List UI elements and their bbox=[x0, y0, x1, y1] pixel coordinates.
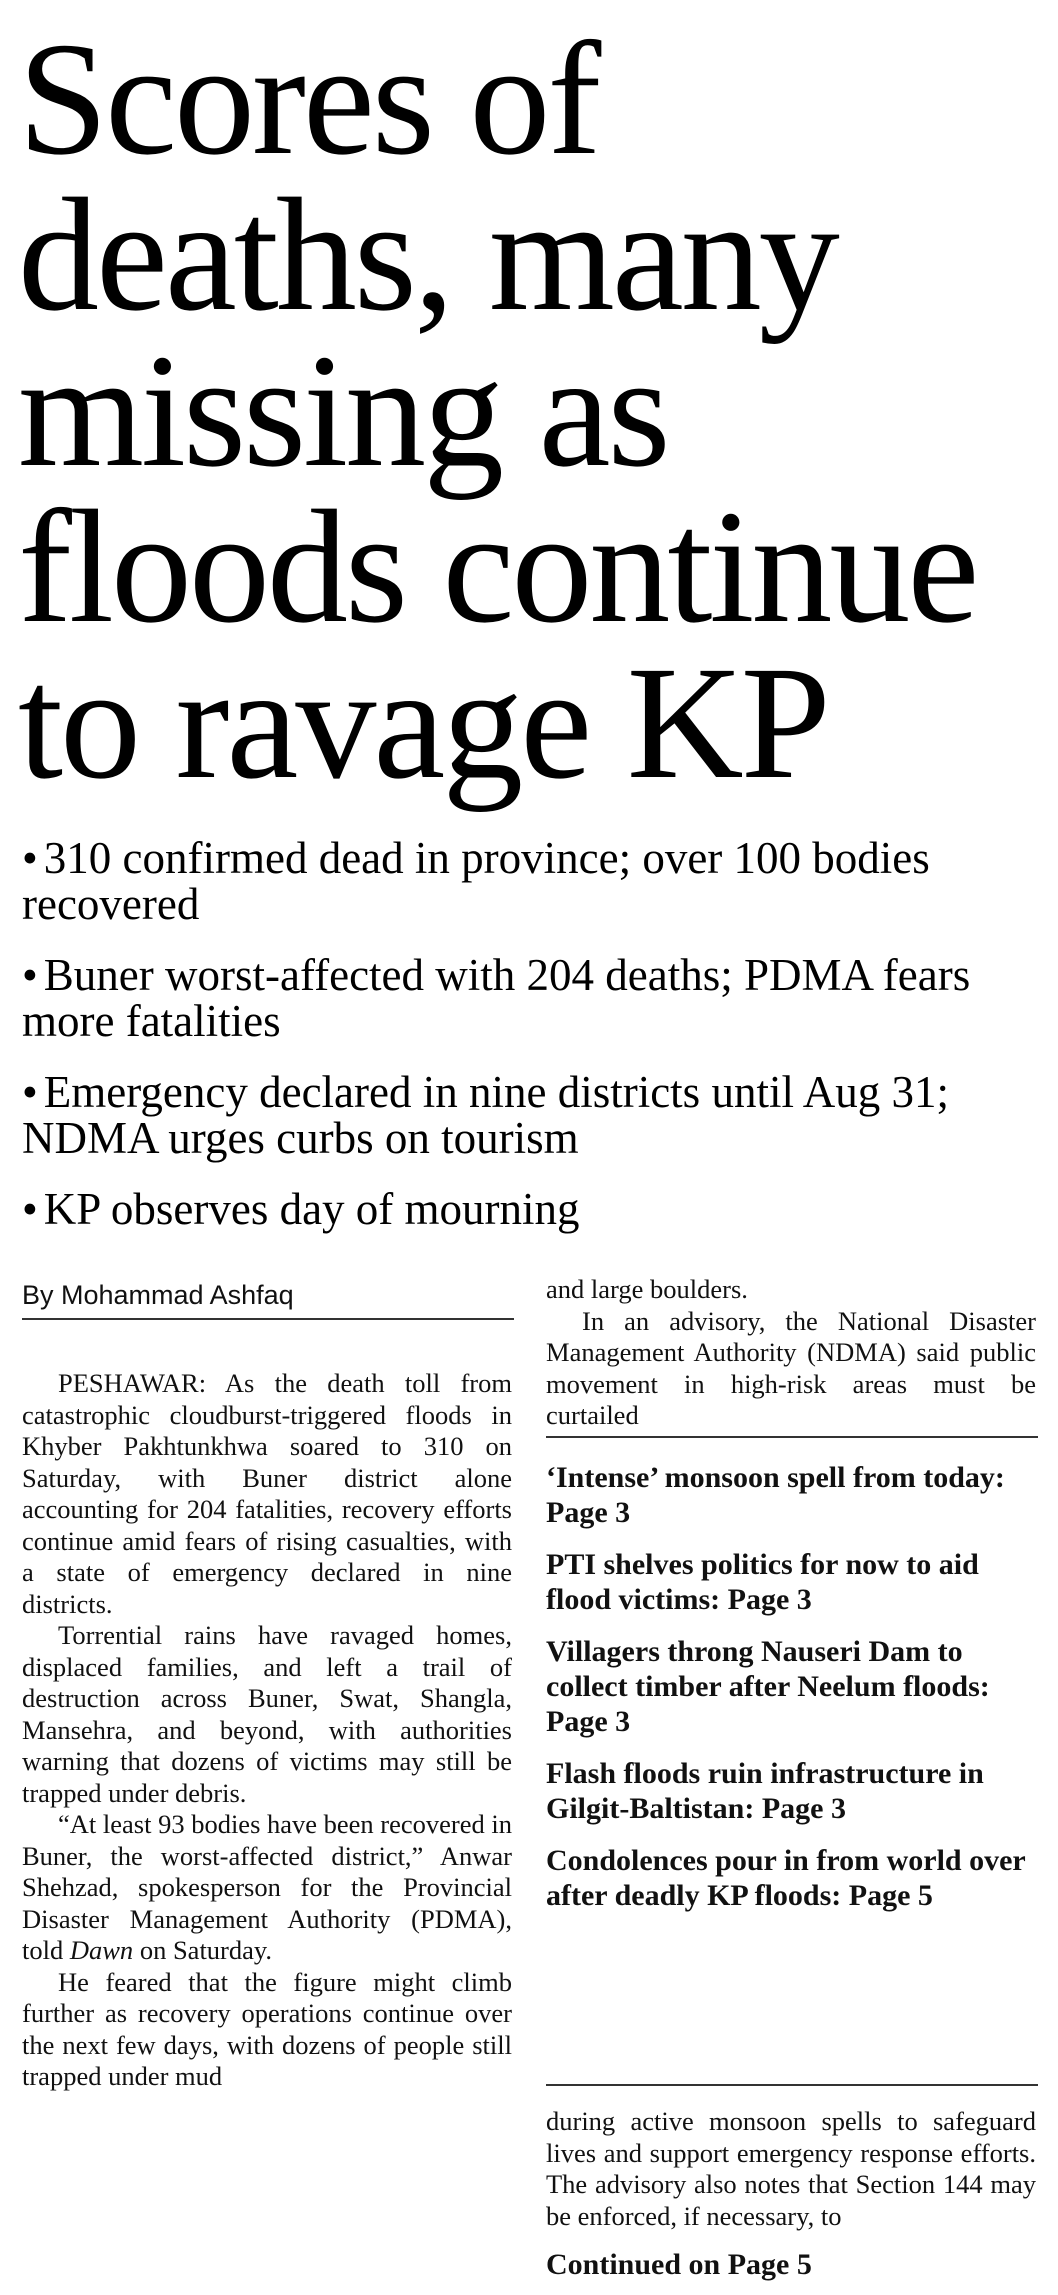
related-box-bottom-divider bbox=[546, 2084, 1038, 2086]
article-column-2-top bbox=[546, 1274, 1036, 1432]
article-paragraph: He feared that the figure might climb further as recovery operations continue over the next few days, with dozens of people still trapped under mud bbox=[22, 1966, 512, 2091]
bullet-text: Buner worst-affected with 204 deaths; PDMA fears more fatalities bbox=[22, 950, 971, 1046]
bullet-symbol: • bbox=[22, 1184, 38, 1234]
related-story-link[interactable]: PTI shelves politics for now to aid flood victims: Page 3 bbox=[546, 1548, 979, 1616]
bullet-item bbox=[22, 1069, 1042, 1161]
summary-bullets bbox=[22, 835, 1042, 1257]
headline-line: deaths, many bbox=[18, 166, 837, 345]
publication-name: Dawn bbox=[69, 1935, 134, 1965]
bullet-symbol: • bbox=[22, 833, 38, 883]
bullet-symbol: • bbox=[22, 950, 38, 1000]
byline-divider bbox=[22, 1318, 514, 1320]
quote-text-end: on Saturday. bbox=[133, 1935, 273, 1965]
continued-link[interactable]: Continued on Page 5 bbox=[546, 2248, 812, 2281]
article-paragraph: during active monsoon spells to safeguard lives and support emergency response efforts. The advisory also notes that Section 144 may be enforced, if necessary, to bbox=[546, 2106, 1036, 2231]
headline bbox=[18, 10, 1048, 813]
bullet-symbol: • bbox=[22, 1067, 38, 1117]
article-column-2-bottom bbox=[546, 2106, 1036, 2232]
related-story-link[interactable]: Flash floods ruin infrastructure in Gilgit-Baltistan: Page 3 bbox=[546, 1757, 984, 1825]
bullet-item bbox=[22, 952, 1042, 1044]
article-paragraph: PESHAWAR: As the death toll from catastrophic cloudburst-triggered floods in Khyber Pakhtunkhwa soared to 310 on Saturday, with Buner district alone accounting for 204 fatalities, recovery efforts continue amid fears of rising casualties, with a state of emergency declared in nine districts. bbox=[22, 1368, 512, 1619]
headline-line: missing as bbox=[18, 322, 668, 501]
bullet-item bbox=[22, 835, 1042, 927]
related-story-link[interactable]: Villagers throng Nauseri Dam to collect timber after Neelum floods: Page 3 bbox=[546, 1635, 990, 1738]
bullet-item bbox=[22, 1186, 1042, 1232]
byline: By Mohammad Ashfaq bbox=[22, 1280, 294, 1310]
related-story-link[interactable]: ‘Intense’ monsoon spell from today: Page 3 bbox=[546, 1461, 1005, 1529]
related-box-top-divider bbox=[546, 1436, 1038, 1438]
headline-line: floods continue bbox=[18, 478, 977, 657]
bullet-text: Emergency declared in nine districts until Aug 31; NDMA urges curbs on tourism bbox=[22, 1067, 949, 1163]
article-column-1 bbox=[22, 1368, 512, 2093]
bullet-text: 310 confirmed dead in province; over 100 bodies recovered bbox=[22, 833, 930, 929]
article-paragraph bbox=[22, 1809, 512, 1967]
article-paragraph: In an advisory, the National Disaster Management Authority (NDMA) said public movement in high-risk areas must be curtailed bbox=[546, 1305, 1036, 1430]
related-story-link[interactable]: Condolences pour in from world over after deadly KP floods: Page 5 bbox=[546, 1844, 1026, 1912]
headline-line: Scores of bbox=[18, 10, 599, 189]
related-stories bbox=[546, 1460, 1038, 1930]
article-paragraph: and large boulders. bbox=[546, 1274, 748, 1304]
headline-line: to ravage KP bbox=[18, 634, 828, 813]
bullet-text: KP observes day of mourning bbox=[43, 1184, 580, 1234]
article-paragraph: Torrential rains have ravaged homes, displaced families, and left a trail of destruction across Buner, Swat, Shangla, Mansehra, and beyond, with authorities warning that dozens of victims may still be trapped under debris. bbox=[22, 1620, 512, 1808]
quote-text: “At least 93 bodies have been recovered in Buner, the worst-affected district,” Anwar Shehzad, spokesperson for the Provincial Disaster Management Authority (PDMA), told bbox=[22, 1809, 512, 1965]
